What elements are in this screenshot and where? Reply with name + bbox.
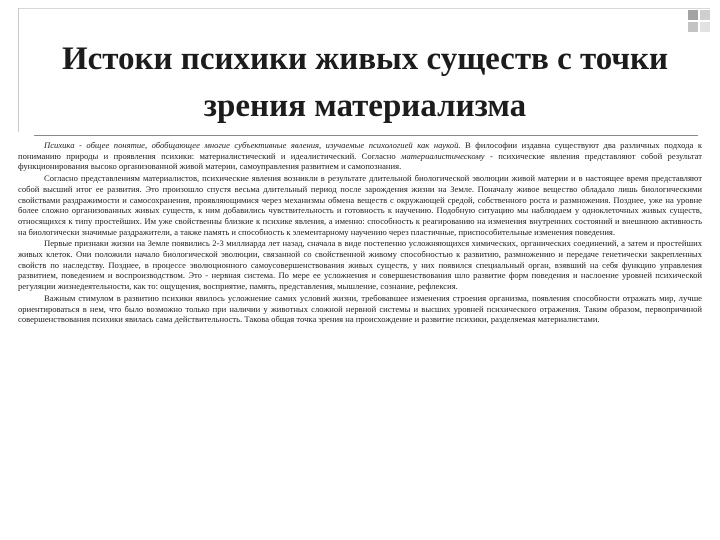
term-psyche: Психика	[44, 140, 75, 150]
decorative-square	[700, 10, 710, 20]
emphasis-materialistic: материалистическому	[400, 150, 485, 161]
term-definition: - общее понятие, обобщающее многие субъективные явления, изучаемые психологией как наукой.	[74, 140, 461, 150]
paragraph-evolution: Согласно представлениям материалистов, психические явления возникли в результате длительной биологической эволюции живой материи и в настоящее время представляют собой высший итог ее развития. Это произошло спустя весьма длительный период после зарождения жизни на Земле. Поначалу живое вещество обладало лишь биологическими свойствами раздражимости и самосохранения, проявляющимися через механизмы обмена веществ с окружающей средой, собственного роста и размножения. Позднее, уже на уровне более сложно организованных живых существ, к ним добавились чувствительность и готовность к научению. Подобную ситуацию мы наблюдаем у одноклеточных живых существ, относящихся к типу простейших. Им уже свойственны близкие к психике явления, а именно: способность к реагированию на изменения внутренних состояний и внешнюю активность на биологически значимые раздражители, а также память и способность к элементарному научению через пластичные, приспособительные изменения поведения.	[18, 173, 702, 237]
slide-body	[18, 140, 702, 325]
paragraph-stimulus: Важным стимулом в развитию психики явилось усложнение самих условий жизни, требовавшее изменения строения организма, появления способности отражать мир, лучше ориентироваться в нем, что было возможно только при наличии у животных сложной нервной системы и высших уровней психического отражения. Таким образом, первопричиной совершенствования психики явилась сама действительность. Такова общая точка зрения на происхождение и развитие психики, разделяемая материалистами.	[18, 292, 702, 325]
title-divider	[34, 135, 698, 136]
left-border-line	[18, 8, 19, 132]
paragraph-text: В философии издавна существуют два различных подхода к пониманию природы и проявления психики: материалистический и идеалистический. Согласно	[18, 140, 702, 161]
decorative-square	[688, 22, 698, 32]
slide-title: Истоки психики живых существ с точки зрения материализма	[61, 41, 669, 124]
paragraph-definition	[18, 140, 702, 172]
decorative-square	[688, 10, 698, 20]
paragraph-first-signs-of-life: Первые признаки жизни на Земле появились 2-3 миллиарда лет назад, сначала в виде постепенно усложняющихся химических, органических соединений, а затем и простейших живых клеток. Они положили начало биологической эволюции, связанной со свойственной живому способностью к развитию, размножению и передаче генетически закрепленных свойств по наследству. Позднее, в процессе эволюционного самоусовершенствования живых существ, у них появился специальный орган, взявший на себя функцию управления развитием, поведением и воспроизводством. Это - нервная система. По мере ее усложнения и совершенствования шло развитие форм поведения и наслоение уровней психической регуляции жизнедеятельности, как то: ощущения, восприятие, память, представления, мышление, сознание, рефлексия.	[18, 238, 702, 292]
decorative-square	[700, 22, 710, 32]
paragraph-text: - психические явления представляют собой результат функционирования высоко организованной живой материи, самоуправления развитием и самопознания.	[18, 150, 702, 172]
top-border-line	[18, 8, 710, 9]
